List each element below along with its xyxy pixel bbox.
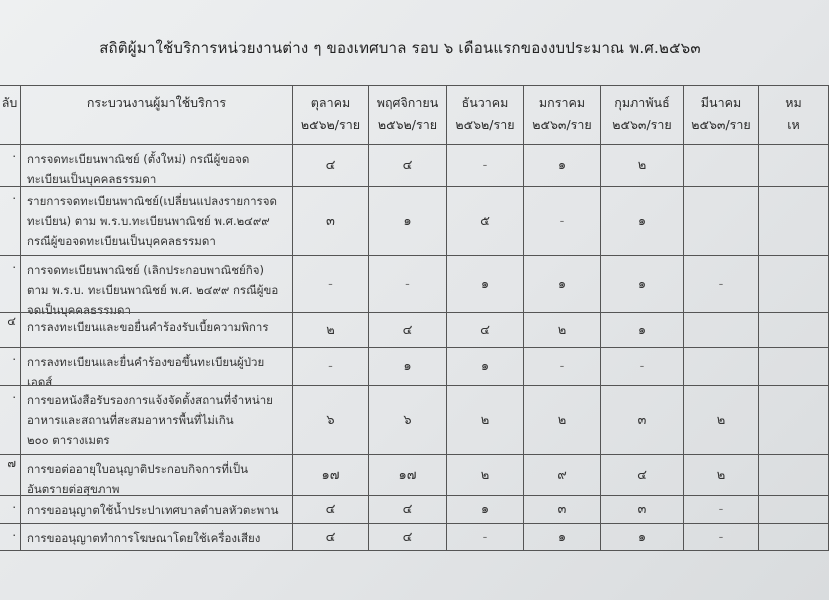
month-name: ตุลาคม bbox=[310, 95, 351, 110]
header-month bbox=[446, 85, 524, 145]
row-index: . bbox=[0, 347, 21, 386]
value-cell: ๒ bbox=[446, 454, 524, 496]
row-index: . bbox=[0, 523, 21, 551]
value-cell: ๒ bbox=[523, 385, 601, 455]
value-cell: ๒ bbox=[446, 385, 524, 455]
value-cell: ๑ bbox=[446, 495, 524, 524]
value-cell: ๔ bbox=[292, 495, 369, 524]
month-year: ๒๕๖๒/ราย bbox=[300, 117, 361, 132]
process-line: การจดทะเบียนพาณิชย์ (เลิกประกอบพาณิชย์กิจ) bbox=[27, 263, 264, 277]
value-cell: - bbox=[446, 523, 524, 551]
value-cell: - bbox=[292, 255, 369, 313]
process-line: การขอต่ออายุใบอนุญาติประกอบกิจการที่เป็น bbox=[27, 462, 249, 476]
value-cell: - bbox=[446, 144, 524, 187]
value-cell: ๑ bbox=[600, 255, 684, 313]
value-cell bbox=[683, 312, 759, 348]
value-cell: ๒ bbox=[292, 312, 369, 348]
month-name: มีนาคม bbox=[700, 95, 742, 110]
process-line: รายการจดทะเบียนพาณิชย์(เปลี่ยนแปลงรายการจด bbox=[27, 194, 277, 208]
value-cell: ๑ bbox=[446, 347, 524, 386]
value-cell: ๔ bbox=[368, 312, 447, 348]
process-line: อาหารและสถานที่สะสมอาหารพื้นที่ไม่เกิน bbox=[27, 413, 234, 427]
month-year: ๒๕๖๓/ราย bbox=[532, 117, 592, 132]
value-cell bbox=[758, 347, 829, 386]
value-cell: ๒ bbox=[600, 144, 684, 187]
month-year: ๒๕๖๓/ราย bbox=[612, 117, 672, 132]
value-cell: ๓ bbox=[292, 186, 369, 256]
process-line: ทะเบียน) ตาม พ.ร.บ.ทะเบียนพาณิชย์ พ.ศ.๒๔๙๙ bbox=[27, 214, 270, 228]
value-cell bbox=[758, 495, 829, 524]
value-cell: ๔ bbox=[368, 495, 447, 524]
value-cell: ๑ bbox=[523, 255, 601, 313]
page-title: สถิติผู้มาใช้บริการหน่วยงานต่าง ๆ ของเทศบาล รอบ ๖ เดือนแรกของงบประมาณ พ.ศ.๒๕๖๓ bbox=[99, 39, 701, 57]
value-cell: ๖ bbox=[292, 385, 369, 455]
value-cell: ๔ bbox=[368, 144, 447, 187]
row-index: ๔ bbox=[0, 312, 21, 348]
value-cell bbox=[758, 255, 829, 313]
row-index: . bbox=[0, 385, 21, 455]
process-line: การจดทะเบียนพาณิชย์ (ตั้งใหม่) กรณีผู้ขอจด bbox=[27, 152, 250, 166]
month-name: กุมภาพันธ์ bbox=[614, 95, 670, 110]
header-month bbox=[292, 85, 369, 145]
value-cell: ๑ bbox=[368, 186, 447, 256]
value-cell: ๑ bbox=[600, 312, 684, 348]
process-line: เอดส์ bbox=[27, 375, 53, 389]
process-name bbox=[20, 312, 293, 348]
process-name bbox=[20, 523, 293, 551]
value-cell: ๑ bbox=[600, 523, 684, 551]
value-cell: - bbox=[523, 347, 601, 386]
value-cell: ๙ bbox=[523, 454, 601, 496]
value-cell: ๑๗ bbox=[292, 454, 369, 496]
row-index: ๗ bbox=[0, 454, 21, 496]
row-index: . bbox=[0, 495, 21, 524]
value-cell: ๓ bbox=[600, 495, 684, 524]
process-line: ตาม พ.ร.บ. ทะเบียนพาณิชย์ พ.ศ. ๒๔๙๙ กรณีผู้ขอ bbox=[27, 283, 279, 297]
value-cell: ๑ bbox=[600, 186, 684, 256]
value-cell: ๔ bbox=[600, 454, 684, 496]
value-cell: ๓ bbox=[523, 495, 601, 524]
value-cell bbox=[758, 523, 829, 551]
value-cell: - bbox=[600, 347, 684, 386]
value-cell: - bbox=[683, 523, 759, 551]
header-month bbox=[758, 85, 829, 145]
process-name bbox=[20, 144, 293, 187]
header-month bbox=[600, 85, 684, 145]
process-name bbox=[20, 385, 293, 455]
month-year: ๒๕๖๒/ราย bbox=[377, 117, 438, 132]
value-cell: - bbox=[683, 255, 759, 313]
month-name: หม bbox=[785, 95, 802, 110]
statistics-table bbox=[0, 85, 828, 555]
value-cell: ๑ bbox=[368, 347, 447, 386]
value-cell: ๑ bbox=[523, 144, 601, 187]
value-cell: ๔ bbox=[368, 523, 447, 551]
value-cell bbox=[683, 347, 759, 386]
header-month bbox=[683, 85, 759, 145]
value-cell: ๑๗ bbox=[368, 454, 447, 496]
value-cell: ๔ bbox=[446, 312, 524, 348]
row-index: . bbox=[0, 144, 21, 187]
month-name: พฤศจิกายน bbox=[376, 95, 439, 110]
value-cell bbox=[758, 385, 829, 455]
header-index: ลับ bbox=[0, 85, 21, 145]
process-line: อันตรายต่อสุขภาพ bbox=[27, 482, 120, 496]
row-index: . bbox=[0, 255, 21, 313]
month-year: เห bbox=[787, 117, 800, 132]
process-line: การขออนุญาตใช้น้ำประปาเทศบาลตำบลหัวตะพาน bbox=[27, 503, 279, 517]
value-cell bbox=[683, 144, 759, 187]
value-cell: - bbox=[292, 347, 369, 386]
process-name bbox=[20, 495, 293, 524]
value-cell: - bbox=[368, 255, 447, 313]
process-name bbox=[20, 255, 293, 317]
value-cell bbox=[758, 454, 829, 496]
process-name bbox=[20, 347, 293, 389]
process-line: จดเป็นบุคคลธรรมดา bbox=[27, 303, 131, 317]
value-cell: ๒ bbox=[523, 312, 601, 348]
header-month bbox=[368, 85, 447, 145]
value-cell: ๓ bbox=[600, 385, 684, 455]
process-line: การขอหนังสือรับรองการแจ้งจัดตั้งสถานที่จำหน่าย bbox=[27, 393, 273, 407]
month-year: ๒๕๖๒/ราย bbox=[455, 117, 515, 132]
value-cell: ๒ bbox=[683, 385, 759, 455]
value-cell: ๔ bbox=[292, 523, 369, 551]
value-cell: ๒ bbox=[683, 454, 759, 496]
process-line: ๒๐๐ ตารางเมตร bbox=[27, 433, 110, 447]
process-line: การขออนุญาตทำการโฆษณาโดยใช้เครื่องเสียง bbox=[27, 531, 261, 545]
month-name: ธันวาคม bbox=[461, 95, 509, 110]
process-line: กรณีผู้ขอจดทะเบียนเป็นบุคคลธรรมดา bbox=[27, 234, 216, 248]
value-cell: ๑ bbox=[523, 523, 601, 551]
value-cell bbox=[758, 186, 829, 256]
value-cell: ๖ bbox=[368, 385, 447, 455]
header-month bbox=[523, 85, 601, 145]
value-cell bbox=[758, 312, 829, 348]
value-cell: ๔ bbox=[292, 144, 369, 187]
month-year: ๒๕๖๓/ราย bbox=[691, 117, 751, 132]
value-cell: - bbox=[523, 186, 601, 256]
process-line: ทะเบียนเป็นบุคคลธรรมดา bbox=[27, 172, 157, 186]
value-cell: ๑ bbox=[446, 255, 524, 313]
row-index: . bbox=[0, 186, 21, 256]
month-name: มกราคม bbox=[538, 95, 586, 110]
value-cell: - bbox=[683, 495, 759, 524]
process-line: การลงทะเบียนและยื่นคำร้องขอขึ้นทะเบียนผู้ป่วย bbox=[27, 355, 265, 369]
process-name bbox=[20, 454, 293, 496]
process-name bbox=[20, 186, 293, 256]
value-cell bbox=[758, 144, 829, 187]
value-cell bbox=[683, 186, 759, 256]
process-line: การลงทะเบียนและขอยื่นคำร้องรับเบี้ยความพิการ bbox=[27, 320, 269, 334]
header-process: กระบวนงานผู้มาใช้บริการ bbox=[20, 85, 293, 145]
value-cell: ๕ bbox=[446, 186, 524, 256]
